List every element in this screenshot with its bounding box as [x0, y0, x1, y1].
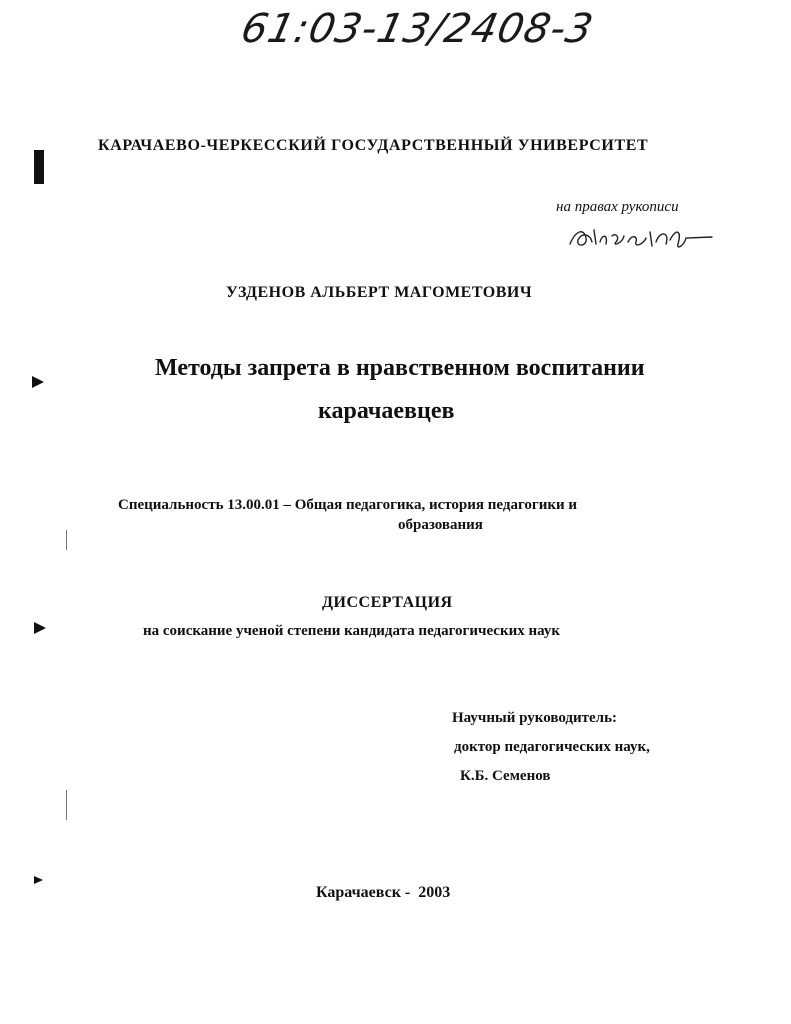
supervisor-degree: доктор педагогических наук,	[454, 739, 650, 755]
supervisor-name: К.Б. Семенов	[460, 768, 551, 784]
signature	[566, 220, 716, 256]
scan-mark	[34, 622, 46, 634]
scan-mark	[66, 790, 67, 820]
author-name: УЗДЕНОВ АЛЬБЕРТ МАГОМЕТОВИЧ	[226, 284, 533, 301]
archive-code: 61:03-13/2408-3	[237, 6, 598, 52]
scan-mark	[34, 876, 43, 884]
supervisor-label: Научный руководитель:	[452, 710, 617, 726]
scan-mark	[66, 530, 67, 550]
thesis-title-line2: карачаевцев	[318, 398, 455, 424]
scan-mark	[34, 150, 44, 184]
thesis-title-line1: Методы запрета в нравственном воспитании	[155, 355, 645, 381]
place-year: Карачаевск - 2003	[316, 884, 451, 901]
university-name: КАРАЧАЕВО-ЧЕРКЕССКИЙ ГОСУДАРСТВЕННЫЙ УНИВЕРСИТЕТ	[98, 137, 649, 154]
work-type: ДИССЕРТАЦИЯ	[322, 594, 453, 611]
specialty-line1: Специальность 13.00.01 – Общая педагогика, история педагогики и	[118, 497, 578, 513]
degree-sought: на соискание ученой степени кандидата педагогических наук	[143, 623, 561, 639]
manuscript-note: на правах рукописи	[556, 199, 679, 215]
scan-mark	[32, 376, 44, 388]
specialty-line2: образования	[398, 517, 483, 533]
